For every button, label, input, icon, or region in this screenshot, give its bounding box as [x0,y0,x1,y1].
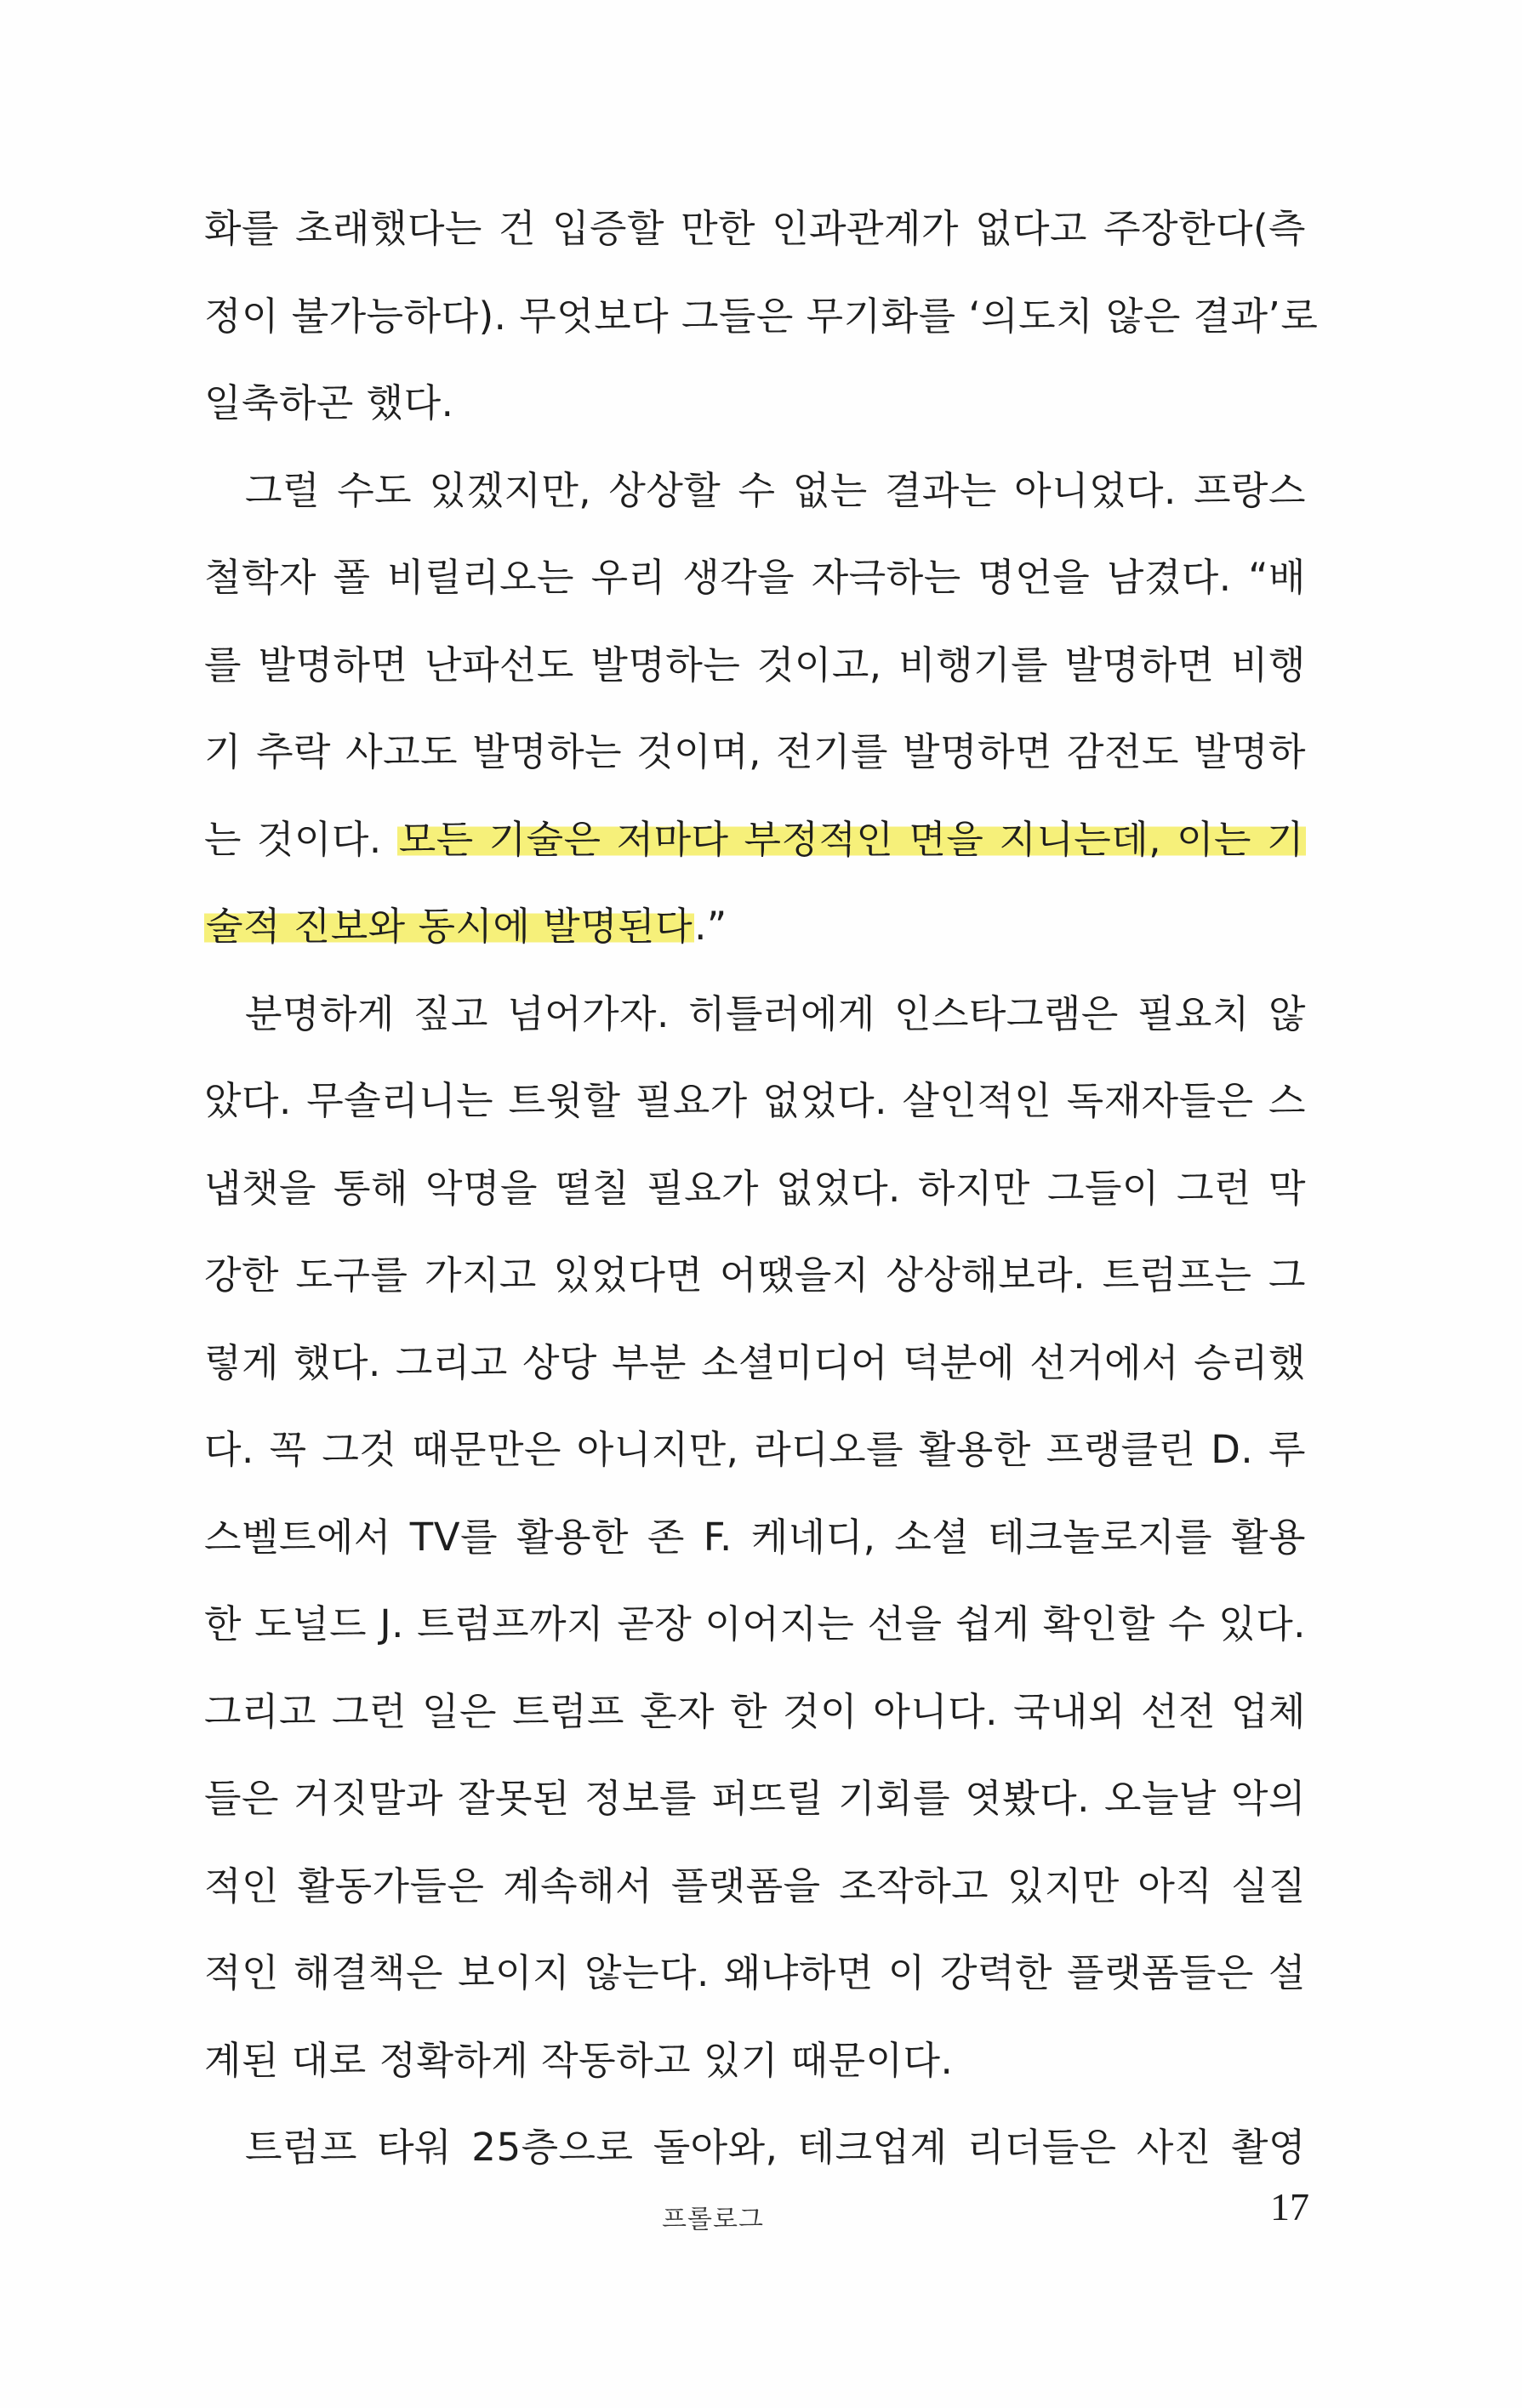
text-line: 스벨트에서 TV를 활용한 존 F. 케네디, 소셜 테크놀로지를 활용 [204,1514,1306,1560]
highlighted-quote: 모든 기술은 저마다 부정적인 면을 지니는데, 이는 기 [398,816,1304,862]
text-line: 분명하게 짚고 넘어가자. 히틀러에게 인스타그램은 필요치 않 [245,990,1306,1036]
text-line: 철학자 폴 비릴리오는 우리 생각을 자극하는 명언을 남겼다. “배 [204,555,1306,600]
text-line: 냅챗을 통해 악명을 떨칠 필요가 없었다. 하지만 그들이 그런 막 [204,1165,1306,1211]
page-number: 17 [1270,2185,1309,2228]
text-line: 한 도널드 J. 트럼프까지 곧장 이어지는 선을 쉽게 확인할 수 있다. [204,1601,1306,1646]
text-line: 적인 해결책은 보이지 않는다. 왜냐하면 이 강력한 플랫폼들은 설 [204,1950,1306,1995]
text-line: 기 추락 사고도 발명하는 것이며, 전기를 발명하면 감전도 발명하 [204,729,1306,774]
text-line: 일축하곤 했다. [204,380,454,425]
text-line [204,796,1306,884]
text-line: 그럴 수도 있겠지만, 상상할 수 없는 결과는 아니었다. 프랑스 [245,467,1306,513]
text-line: 았다. 무솔리니는 트윗할 필요가 없었다. 살인적인 독재자들은 스 [204,1078,1306,1123]
text-line: 트럼프 타워 25층으로 돌아와, 테크업계 리더들은 사진 촬영 [245,2125,1306,2170]
text-line: 다. 꼭 그것 때문만은 아니지만, 라디오를 활용한 프랭클린 D. 루 [204,1427,1306,1472]
text-segment: .” [694,904,727,949]
running-title: 프롤로그 [662,2205,764,2234]
text-line: 적인 활동가들은 계속해서 플랫폼을 조작하고 있지만 아직 실질 [204,1863,1306,1909]
text-line: 를 발명하면 난파선도 발명하는 것이고, 비행기를 발명하면 비행 [204,642,1306,688]
text-line: 화를 초래했다는 건 입증할 만한 인과관계가 없다고 주장한다(측 [204,206,1306,251]
text-line: 그리고 그런 일은 트럼프 혼자 한 것이 아니다. 국내외 선전 업체 [204,1688,1306,1734]
highlighted-quote: 술적 진보와 동시에 발명된다 [206,904,693,949]
text-line: 정이 불가능하다). 무엇보다 그들은 무기화를 ‘의도치 않은 결과’로 [204,293,1319,339]
text-line: 들은 거짓말과 잘못된 정보를 퍼뜨릴 기회를 엿봤다. 오늘날 악의 [204,1776,1306,1821]
text-line [204,883,1306,971]
text-segment: 는 것이다. [204,816,397,862]
text-line: 강한 도구를 가지고 있었다면 어땠을지 상상해보라. 트럼프는 그 [204,1253,1306,1298]
text-line: 계된 대로 정확하게 작동하고 있기 때문이다. [204,2037,954,2083]
body-text [204,185,1319,2192]
text-line: 렇게 했다. 그리고 상당 부분 소셜미디어 덕분에 선거에서 승리했 [204,1339,1306,1385]
